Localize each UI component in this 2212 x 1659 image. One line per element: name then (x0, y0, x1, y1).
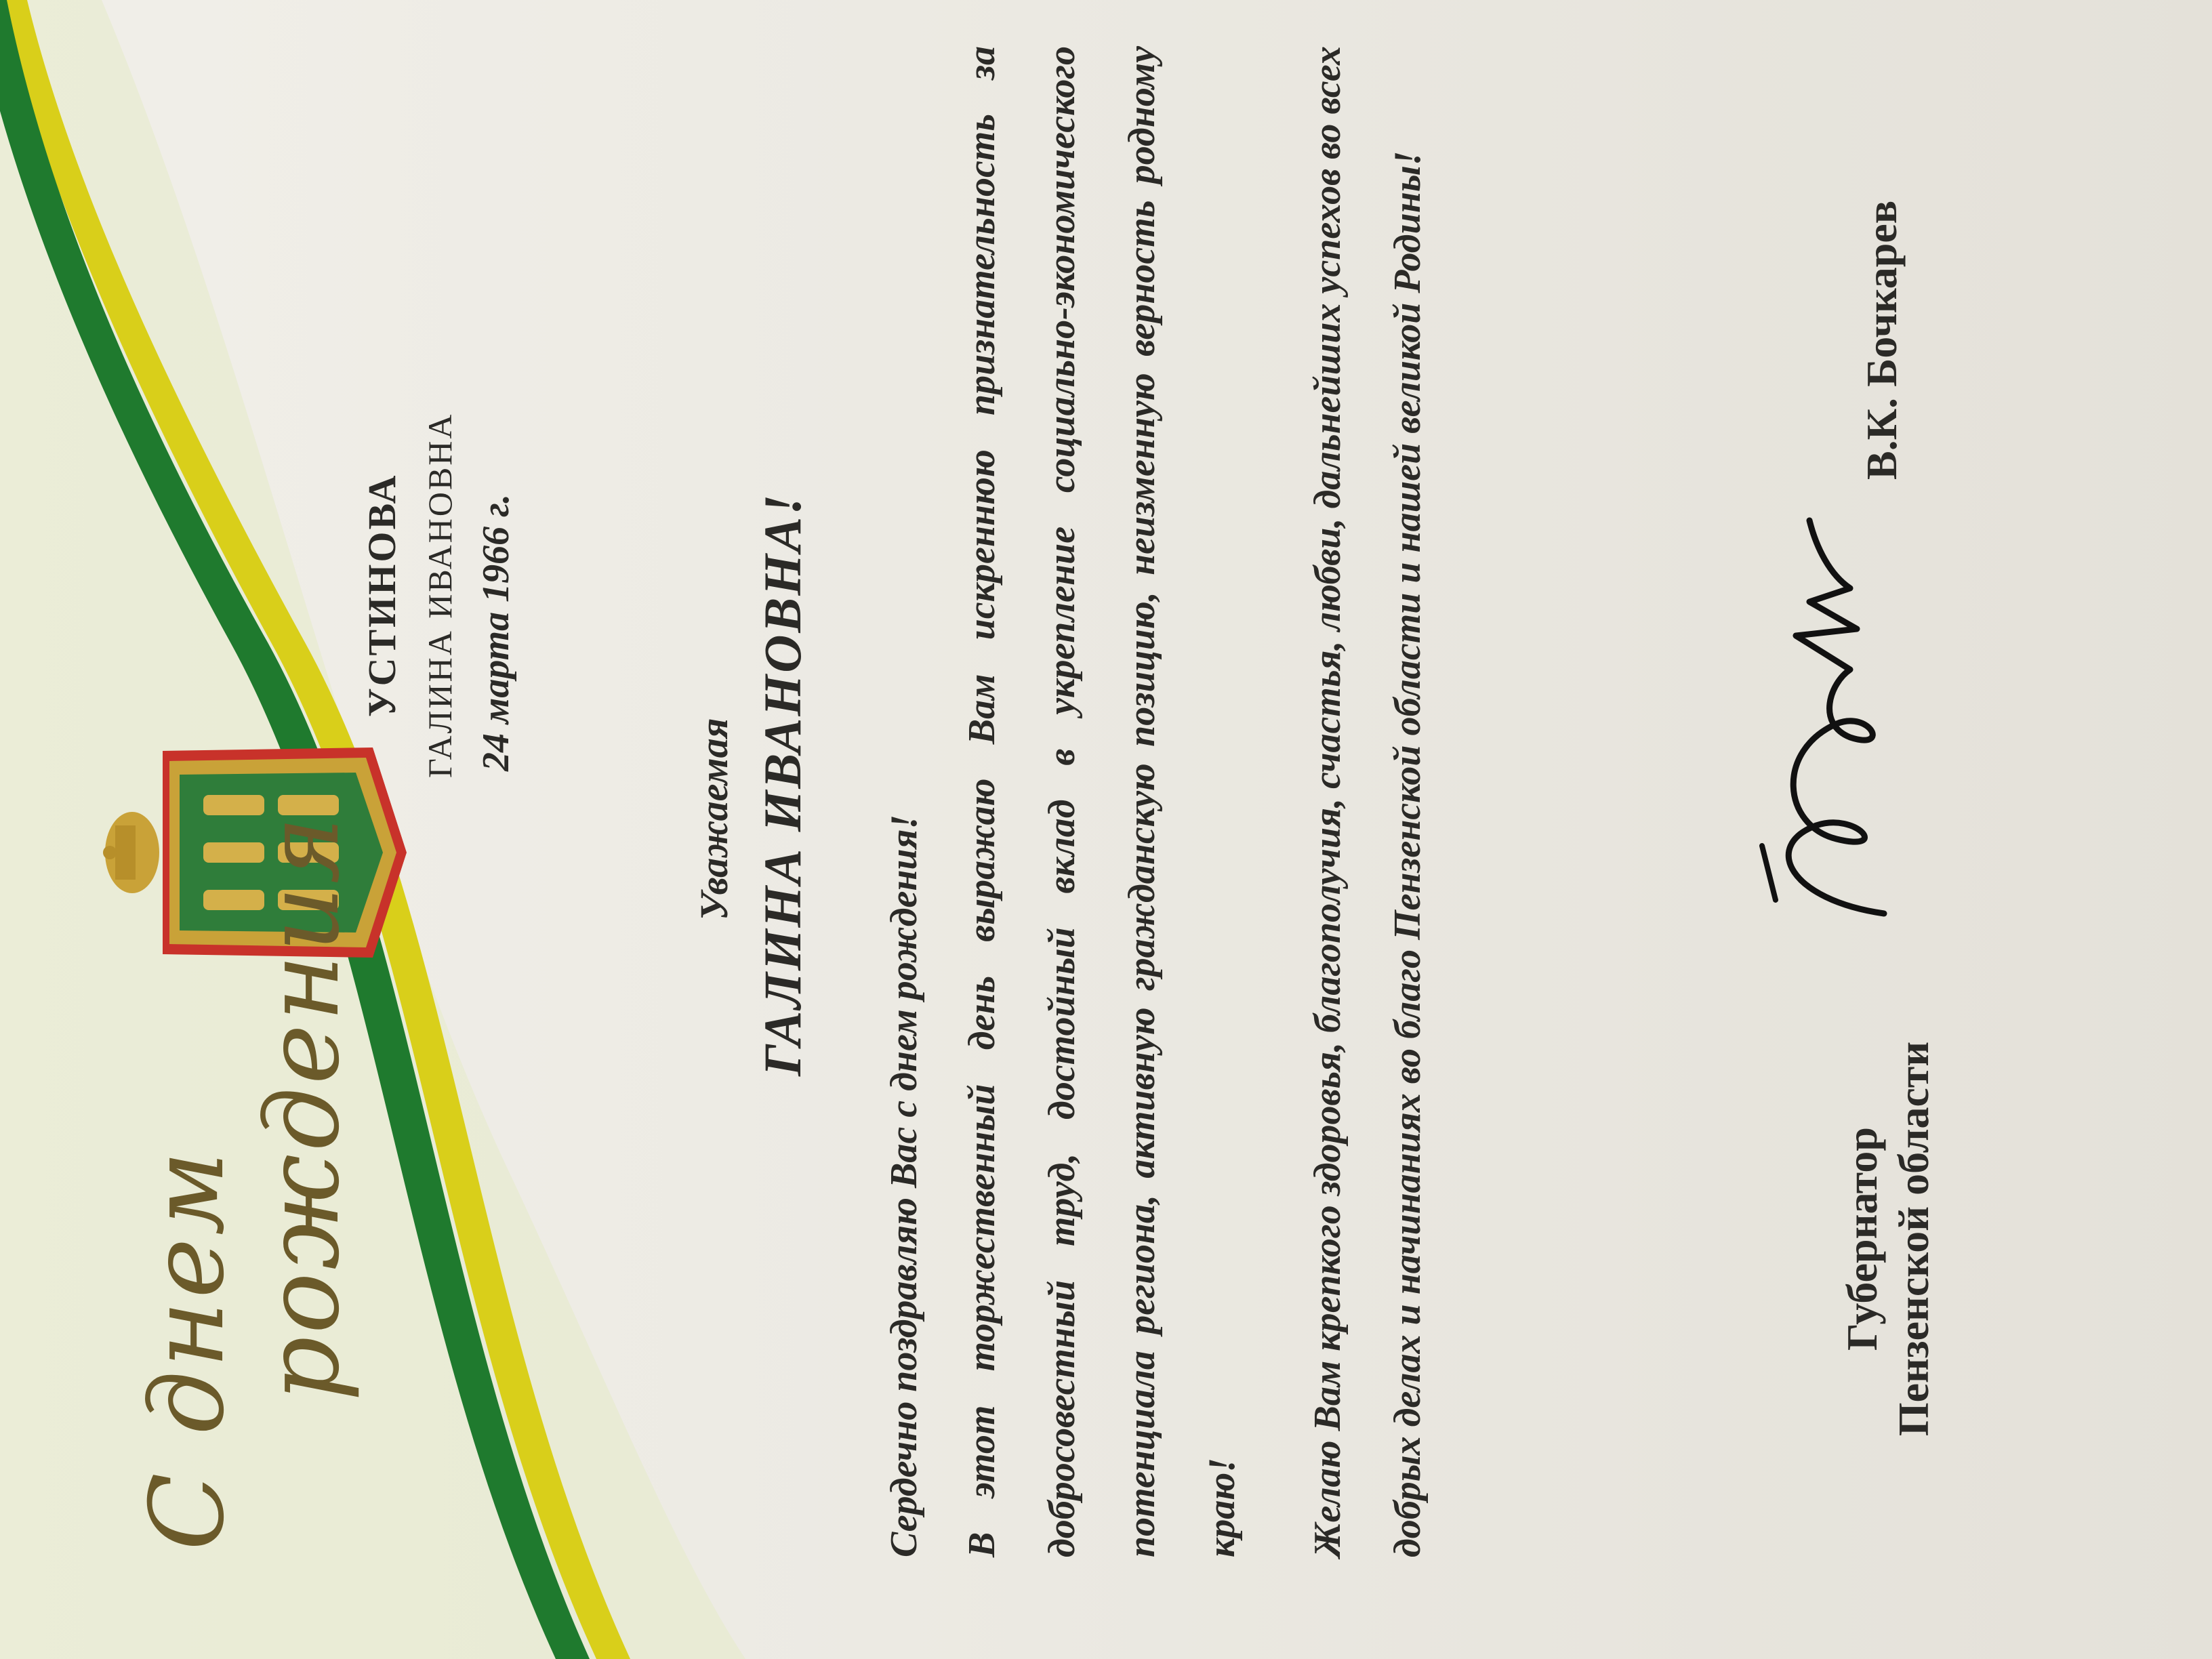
congratulation-paragraph: Сердечно поздравляю Вас с днем рождения! (883, 814, 925, 1557)
recipient-surname: УСТИНОВА (360, 473, 404, 717)
salutation-name: ГАЛИНА ИВАНОВНА! (753, 492, 812, 1076)
recipient-names: ГАЛИНА ИВАНОВНА (421, 412, 459, 778)
salutation: Уважаемая (692, 718, 736, 920)
signatory-title: Губернатор Пензенской области (1838, 1041, 1938, 1437)
signatory-name: В.К. Бочкарев (1858, 200, 1906, 480)
handwritten-signature (1735, 507, 1925, 927)
recipient-birthdate: 24 марта 1966 г. (475, 493, 517, 771)
title-line-1: С днем (129, 1148, 247, 1551)
title-line-2: рождения (244, 813, 362, 1401)
wishes-paragraph: Желаю Вам крепкого здоровья, благополучия, счастья, любви, дальнейших успехов во всех добрых делах и начинаниях во благо Пензенской области и нашей великой Родины! (1307, 46, 1429, 1557)
gratitude-paragraph: В этот торжественный день выражаю Вам искреннюю признательность за добросовестный труд, достойный вклад в укрепление социально-экономического потенциала региона, активную гражданскую позицию, неизменную верность родному краю! (961, 46, 1243, 1557)
